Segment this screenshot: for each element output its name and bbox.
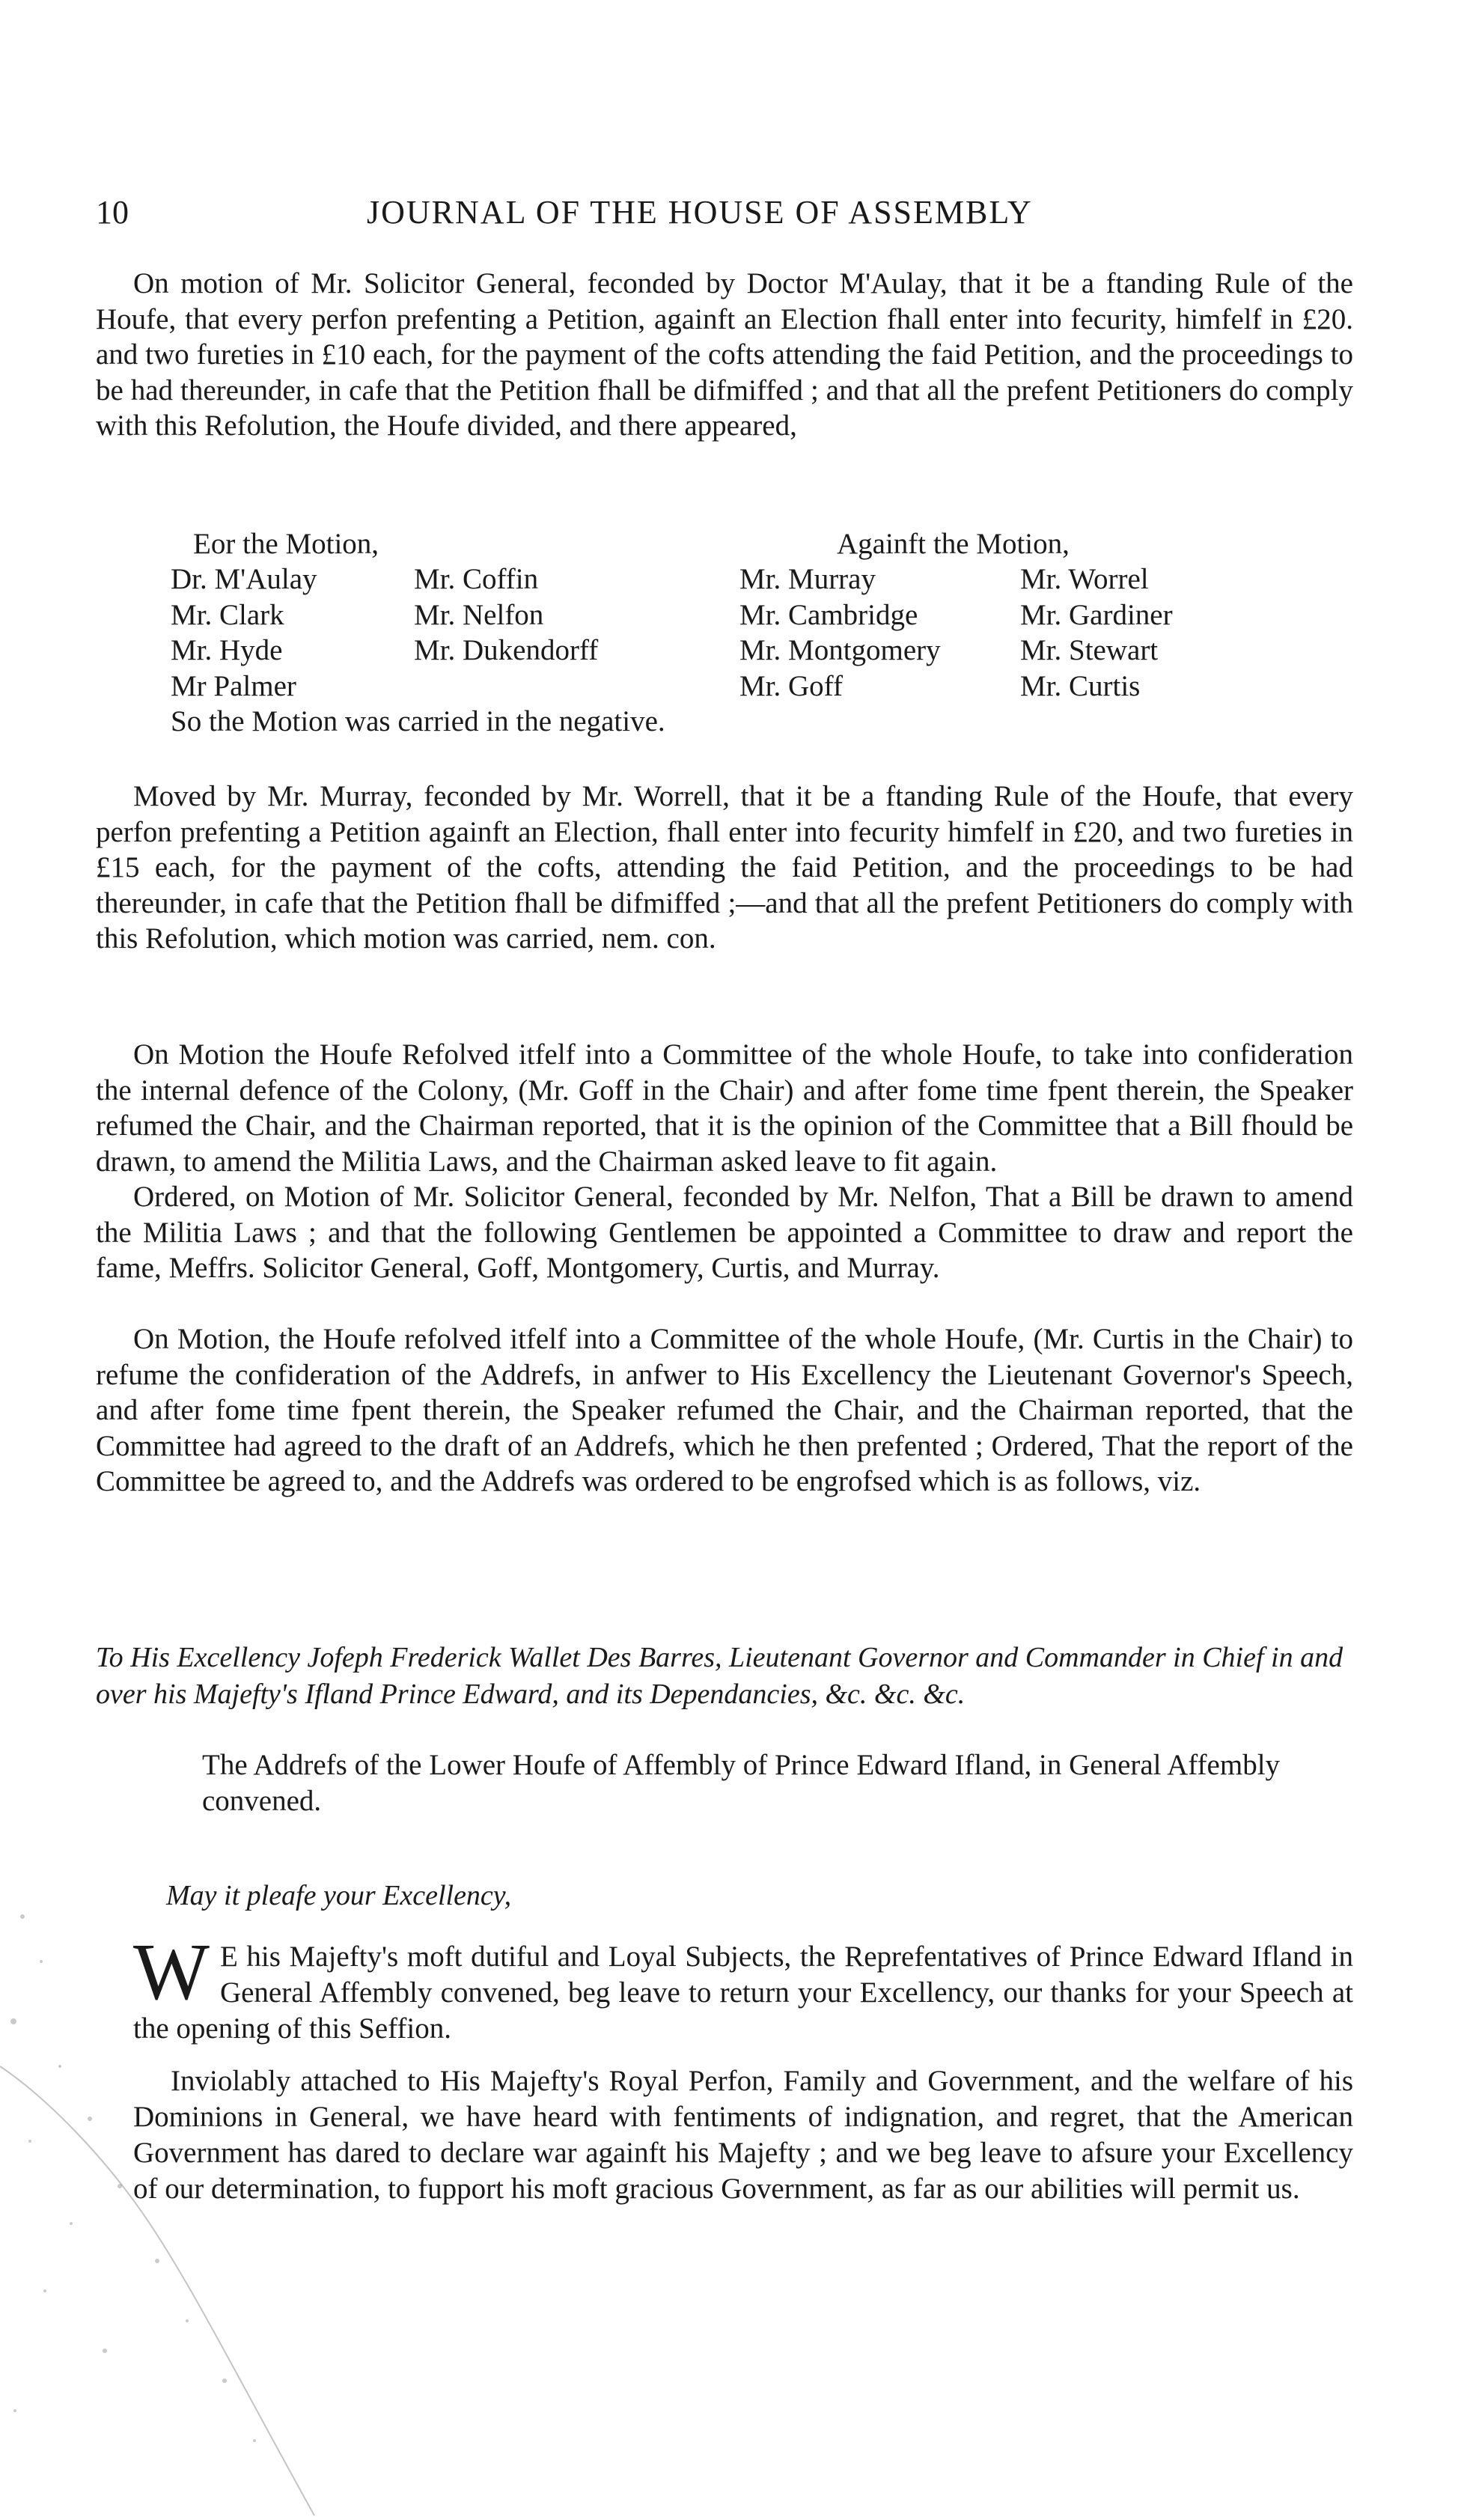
- member-name: Mr. Nelfon: [414, 598, 544, 631]
- committee-paragraph: On Motion the Houfe Refolved itfelf into a Committee of the whole Houfe, to take into confideration the internal defence of the Colony, (Mr. Goff in the Chair) and after fome time fpent therein, the Speaker refumed the Chair, and the Chairman reported, that it is the opinion of the Committee that a Bill fhould be drawn, to amend the Militia Laws, and the Chairman asked leave to fit again.: [96, 1038, 1353, 1178]
- member-name: Mr. Curtis: [1020, 669, 1141, 702]
- member-name: Mr. Hyde: [171, 634, 283, 666]
- address-committee-paragraph: On Motion, the Houfe refolved itfelf into a Committee of the whole Houfe, (Mr. Curtis in the Chair) to refume the confideration of the Addrefs, in anfwer to His Excellency the Lieutenant Governor's Speech, and after fome time fpent therein, the Speaker refumed the Chair, and the Chairman reported, that the Committee had agreed to the draft of an Addrefs, which he then prefented ; Ordered, That the report of the Committee be agreed to, and the Addrefs was ordered to be engrofsed which is as follows, viz.: [96, 1323, 1353, 1497]
- for-motion-column-2: [414, 561, 598, 669]
- salutation: May it pleafe your Excellency,: [166, 1880, 512, 1911]
- member-name: Mr Palmer: [171, 669, 296, 702]
- member-name: Mr. Goff: [739, 669, 843, 702]
- address-paragraph-1: [133, 1928, 1353, 2047]
- address-body: [133, 1928, 1353, 2207]
- member-name: Mr. Clark: [171, 598, 284, 631]
- page-header: [96, 193, 1144, 238]
- member-name: Mr. Gardiner: [1020, 598, 1173, 631]
- address-paragraph-1-text: E his Majefty's moft dutiful and Loyal Subjects, the Reprefentatives of Prince Edward Ifland in General Affembly convened, beg leave to return your Excellency, our thanks for your Speech at the opening of this Seffion.: [133, 1941, 1353, 2045]
- address-paragraph-2: Inviolably attached to His Majefty's Royal Perfon, Family and Government, and the welfare of his Dominions in General, we have heard with fentiments of indignation, and regret, that the American Government has dared to declare war againft his Majefty ; and we beg leave to afsure your Excellency of our determination, to fupport his moft gracious Government, as far as our abilities will permit us.: [133, 2065, 1353, 2205]
- motion-paragraph-2: Moved by Mr. Murray, feconded by Mr. Worrell, that it be a ftanding Rule of the Houfe, that every perfon prefenting a Petition againft an Election, fhall enter into fecurity himfelf in £20, and two fureties in £15 each, for the payment of the cofts, attending the faid Petition, and the proceedings to be had thereunder, in cafe that the Petition fhall be difmiffed ;—and that all the prefent Petitioners do comply with this Refolution, which motion was carried, nem. con.: [96, 780, 1353, 955]
- member-name: Dr. M'Aulay: [171, 563, 317, 595]
- member-name: Mr. Dukendorff: [414, 634, 599, 666]
- member-name: Mr. Stewart: [1020, 634, 1159, 666]
- member-name: Mr. Montgomery: [739, 634, 941, 666]
- running-title: JOURNAL OF THE HOUSE OF ASSEMBLY: [367, 194, 1033, 231]
- page-number: 10: [96, 194, 129, 231]
- ordered-paragraph: Ordered, on Motion of Mr. Solicitor General, feconded by Mr. Nelfon, That a Bill be drawn to amend the Militia Laws ; and that the following Gentlemen be appointed a Committee to draw and report the fame, Meffrs. Solicitor General, Goff, Montgomery, Curtis, and Murray.: [96, 1181, 1353, 1284]
- member-name: Mr. Cambridge: [739, 598, 918, 631]
- member-name: Mr. Worrel: [1020, 563, 1149, 595]
- member-name: Mr. Murray: [739, 563, 876, 595]
- against-motion-column-2: [1020, 561, 1173, 704]
- for-motion-heading: Eor the Motion,: [193, 528, 379, 560]
- against-motion-column-1: [739, 561, 941, 704]
- division-result: So the Motion was carried in the negative.: [171, 705, 665, 737]
- address-recipient: To His Excellency Jofeph Frederick Wallet Des Barres, Lieutenant Governor and Commander in Chief in and over his Majefty's Ifland Prince Edward, and its Dependancies, &c. &c. &c.: [96, 1642, 1343, 1710]
- against-motion-heading: Againft the Motion,: [837, 528, 1070, 560]
- member-name: Mr. Coffin: [414, 563, 539, 595]
- drop-cap: W: [133, 1928, 210, 2017]
- for-motion-column-1: [171, 561, 317, 704]
- address-title: The Addrefs of the Lower Houfe of Affembly of Prince Edward Ifland, in General Affembly convened.: [202, 1749, 1281, 1817]
- motion-paragraph-1: On motion of Mr. Solicitor General, feconded by Doctor M'Aulay, that it be a ftanding Rule of the Houfe, that every perfon prefenting a Petition, againft an Election fhall enter into fecurity, himfelf in £20. and two fureties in £10 each, for the payment of the cofts attending the faid Petition, and the proceedings to be had thereunder, in cafe that the Petition fhall be difmiffed ; and that all the prefent Petitioners do comply with this Refolution, the Houfe divided, and there appeared,: [96, 267, 1353, 442]
